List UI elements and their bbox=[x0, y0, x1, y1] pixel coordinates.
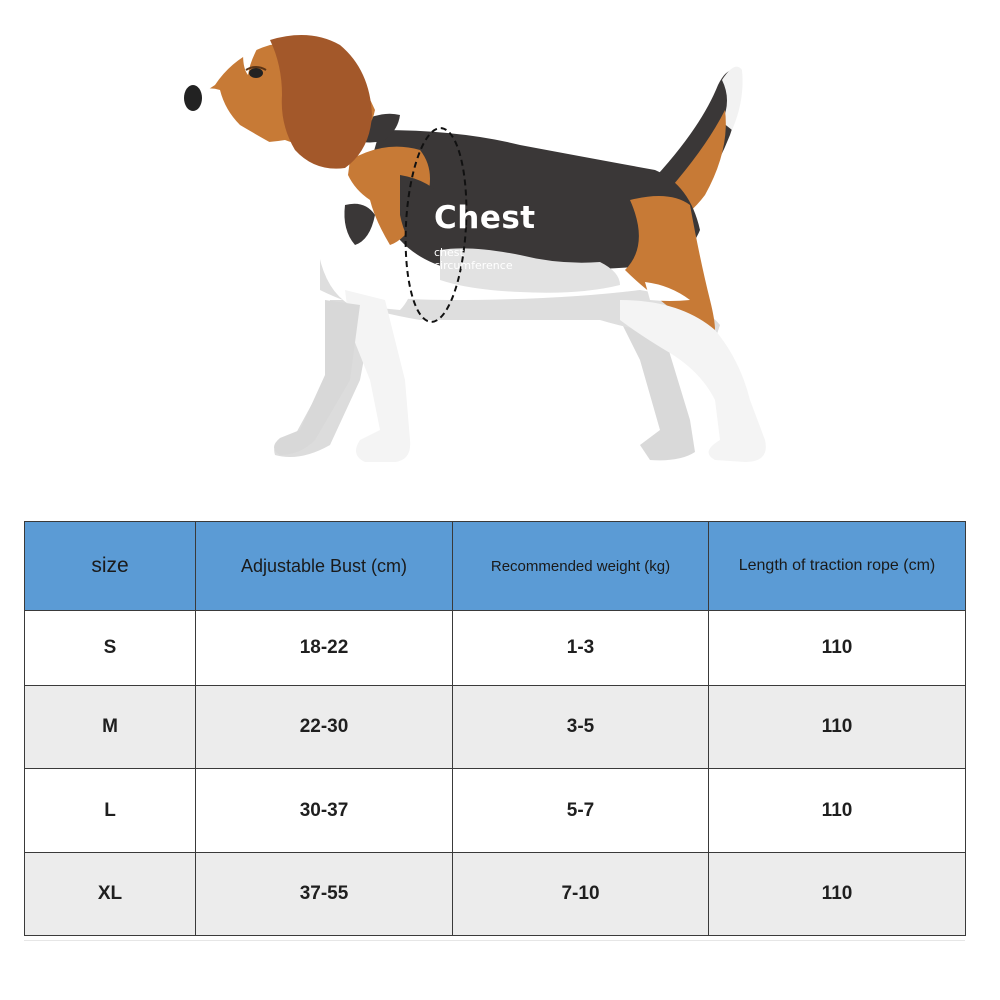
cell-size: S bbox=[25, 611, 196, 686]
table-bottom-divider bbox=[24, 940, 965, 941]
header-traction-rope-length: Length of traction rope (cm) bbox=[709, 522, 966, 611]
cell-weight: 5-7 bbox=[453, 769, 709, 853]
cell-bust: 22-30 bbox=[196, 686, 453, 769]
table-header-row bbox=[25, 522, 966, 611]
cell-rope: 110 bbox=[709, 853, 966, 936]
cell-bust: 18-22 bbox=[196, 611, 453, 686]
table-row bbox=[25, 686, 966, 769]
cell-size: XL bbox=[25, 853, 196, 936]
header-recommended-weight: Recommended weight (kg) bbox=[453, 522, 709, 611]
cell-weight: 3-5 bbox=[453, 686, 709, 769]
cell-rope: 110 bbox=[709, 686, 966, 769]
beagle-dog-icon bbox=[0, 0, 1000, 480]
cell-weight: 7-10 bbox=[453, 853, 709, 936]
table-row bbox=[25, 853, 966, 936]
cell-weight: 1-3 bbox=[453, 611, 709, 686]
cell-size: L bbox=[25, 769, 196, 853]
header-size: size bbox=[25, 522, 196, 611]
dog-illustration bbox=[0, 0, 1000, 480]
cell-rope: 110 bbox=[709, 769, 966, 853]
chest-sublabel: chest circumference bbox=[434, 246, 513, 272]
size-chart-table bbox=[24, 521, 966, 936]
table-row bbox=[25, 611, 966, 686]
header-adjustable-bust: Adjustable Bust (cm) bbox=[196, 522, 453, 611]
cell-bust: 37-55 bbox=[196, 853, 453, 936]
cell-size: M bbox=[25, 686, 196, 769]
cell-rope: 110 bbox=[709, 611, 966, 686]
cell-bust: 30-37 bbox=[196, 769, 453, 853]
chest-label: Chest bbox=[434, 200, 536, 236]
table-row bbox=[25, 769, 966, 853]
